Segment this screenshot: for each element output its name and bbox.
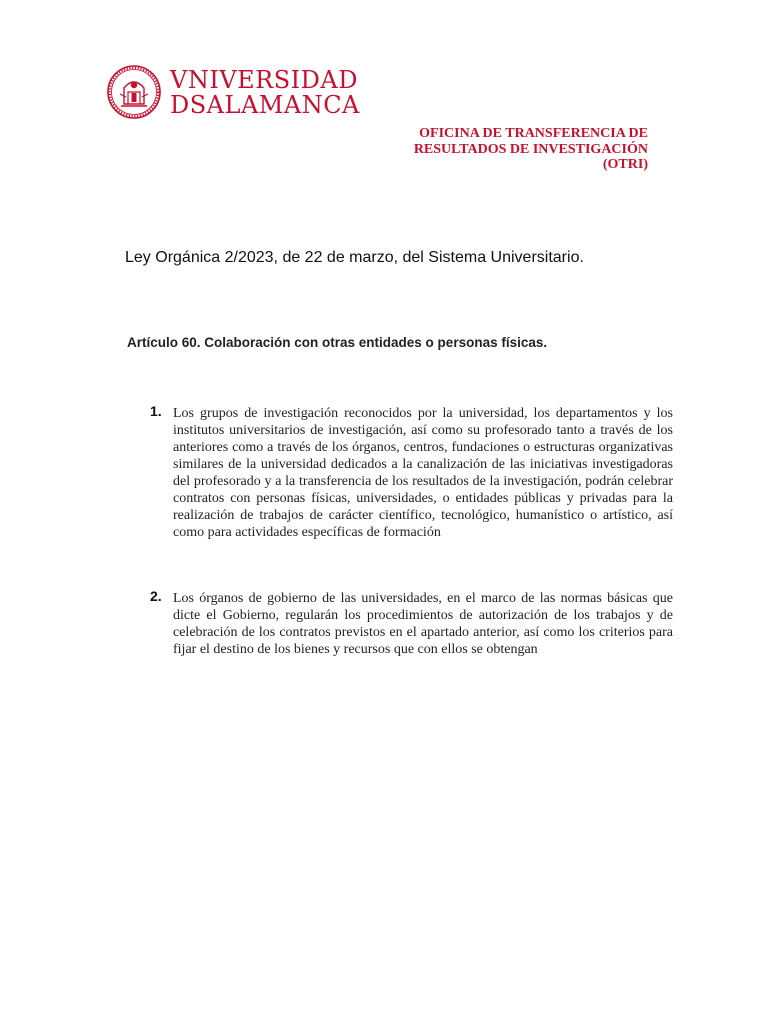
university-logo: [106, 64, 360, 120]
office-header: [348, 126, 648, 173]
office-line-3: (OTRI): [602, 157, 648, 172]
law-title: Ley Orgánica 2/2023, de 22 de marzo, del Sistema Universitario.: [125, 249, 584, 266]
article-title: Artículo 60. Colaboración con otras entidades o personas físicas.: [127, 335, 548, 350]
item-paragraph: Los órganos de gobierno de las universidades, en el marco de las normas básicas que dicte el Gobierno, regularán los procedimientos de autorización de los trabajos y de celebración de los contratos previstos en el apartado anterior, así como los criterios para fijar el destino de los bienes y recursos que con ellos se obtengan: [173, 591, 673, 657]
office-line-1: OFICINA DE TRANSFERENCIA DE: [419, 126, 648, 141]
logo-wordmark-line2: DSALAMANCA: [170, 91, 360, 119]
university-seal-icon: [106, 64, 162, 120]
item-number: 1.: [150, 403, 162, 419]
office-line-2: RESULTADOS DE INVESTIGACIÓN: [413, 141, 648, 157]
item-paragraph: Los grupos de investigación reconocidos por la universidad, los departamentos y los institutos universitarios de investigación, así como su profesorado tanto a través de los anteriores como a través de los órganos, centros, fundaciones o estructuras organizativas similares de la universidad dedicados a la canalización de las iniciativas investigadoras del profesorado y a la transferencia de los resultados de la investigación, podrán celebrar contratos con personas físicas, universidades, o entidades públicas y privadas para la realización de trabajos de carácter científico, tecnológico, humanístico o artístico, así como para actividades específicas de formación: [173, 406, 673, 540]
logo-wordmark-line1: VNIVERSIDAD: [170, 66, 358, 94]
item-number: 2.: [150, 588, 162, 604]
